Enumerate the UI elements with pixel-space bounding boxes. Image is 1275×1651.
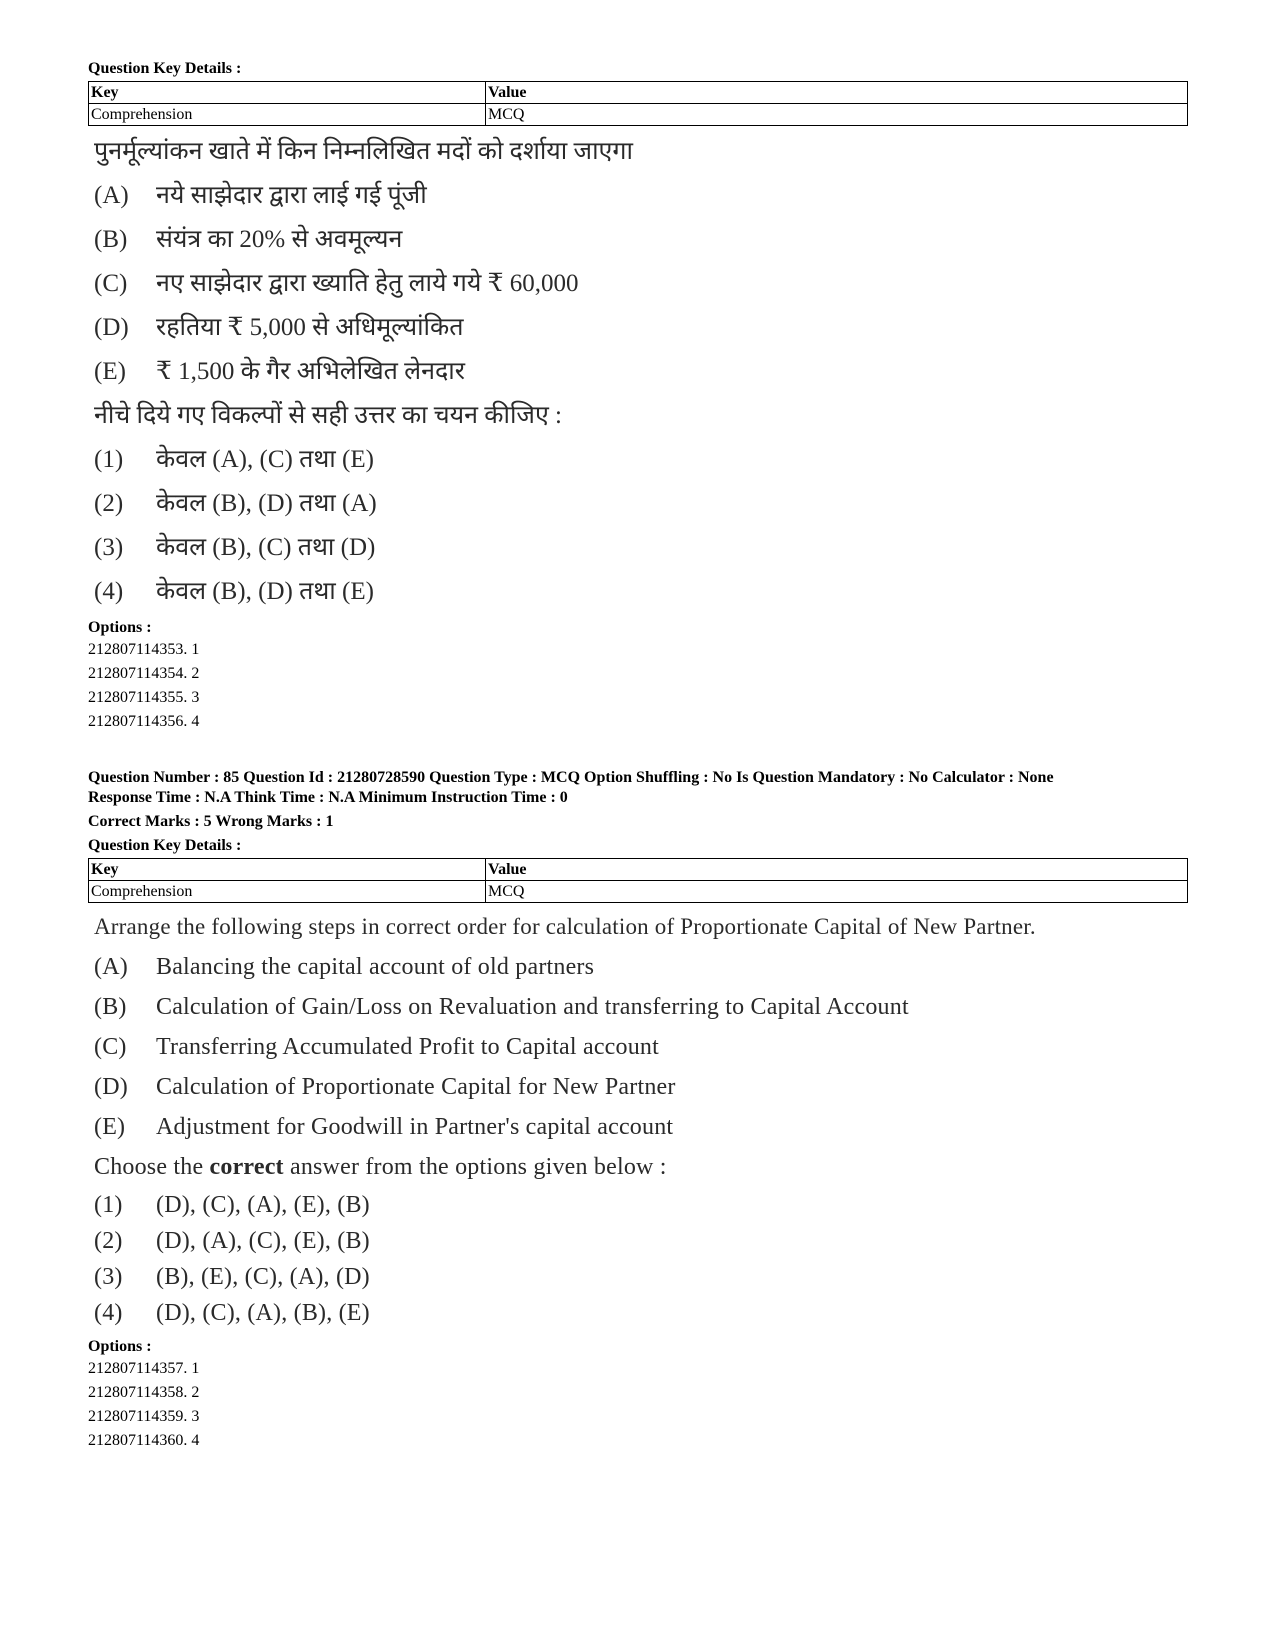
question-content-hindi xyxy=(94,130,1198,614)
answer-choice xyxy=(94,482,1198,526)
item-label: (D) xyxy=(94,1074,128,1100)
question-item xyxy=(94,1107,1198,1147)
question-item xyxy=(94,306,1198,350)
choice-text: (D), (C), (A), (E), (B) xyxy=(156,1192,370,1218)
options-list xyxy=(88,638,1198,734)
question-content-english xyxy=(94,907,1198,1331)
item-text: संयंत्र का 20% से अवमूल्यन xyxy=(156,226,403,253)
table-header-value: Value xyxy=(486,82,1188,104)
item-text: Calculation of Proportionate Capital for New Partner xyxy=(156,1074,676,1100)
option-id: 212807114358. 2 xyxy=(88,1384,200,1401)
item-text: Calculation of Gain/Loss on Revaluation and transferring to Capital Account xyxy=(156,994,909,1020)
question-stem: पुनर्मूल्यांकन खाते में किन निम्नलिखित मदों को दर्शाया जाएगा xyxy=(94,138,633,165)
table-cell-value: MCQ xyxy=(486,104,1188,126)
choice-label: (1) xyxy=(94,446,124,473)
table-cell-key: Comprehension xyxy=(89,881,486,903)
option-id: 212807114353. 1 xyxy=(88,641,200,658)
item-label: (A) xyxy=(94,954,128,980)
item-text: ₹ 1,500 के गैर अभिलेखित लेनदार xyxy=(156,358,465,385)
choice-label: (2) xyxy=(94,490,124,517)
option-id: 212807114359. 3 xyxy=(88,1408,200,1425)
table-header-key: Key xyxy=(89,859,486,881)
instruction-post: answer from the options given below : xyxy=(283,1154,667,1180)
item-text: नये साझेदार द्वारा लाई गई पूंजी xyxy=(156,182,427,209)
instruction-pre: Choose the xyxy=(94,1154,210,1180)
choice-text: (B), (E), (C), (A), (D) xyxy=(156,1264,370,1290)
answer-choice xyxy=(94,1223,1198,1259)
item-text: Balancing the capital account of old partners xyxy=(156,954,595,980)
table-cell-value: MCQ xyxy=(486,881,1188,903)
key-details-label: Question Key Details : xyxy=(88,60,242,77)
item-label: (E) xyxy=(94,1114,126,1140)
option-id: 212807114360. 4 xyxy=(88,1432,200,1449)
answer-choice xyxy=(94,438,1198,482)
question-item xyxy=(94,947,1198,987)
choice-label: (1) xyxy=(94,1192,123,1218)
choice-label: (2) xyxy=(94,1228,123,1254)
option-id: 212807114355. 3 xyxy=(88,689,200,706)
answer-choice xyxy=(94,526,1198,570)
table-cell-key: Comprehension xyxy=(89,104,486,126)
key-details-label: Question Key Details : xyxy=(88,837,242,854)
key-details-table xyxy=(88,858,1188,903)
item-label: (C) xyxy=(94,270,128,297)
option-id: 212807114354. 2 xyxy=(88,665,200,682)
choice-text: केवल (B), (C) तथा (D) xyxy=(156,534,376,561)
question-instruction xyxy=(94,1147,1198,1187)
question-item xyxy=(94,350,1198,394)
choice-text: केवल (B), (D) तथा (A) xyxy=(156,490,377,517)
question-item xyxy=(94,218,1198,262)
question-item xyxy=(94,262,1198,306)
question-meta-line1: Question Number : 85 Question Id : 21280728590 Question Type : MCQ Option Shuffling : No Is Question Mandatory : No Calculator : None xyxy=(88,769,1054,786)
choice-text: (D), (A), (C), (E), (B) xyxy=(156,1228,370,1254)
choice-text: (D), (C), (A), (B), (E) xyxy=(156,1300,370,1326)
table-row xyxy=(89,881,1188,903)
item-label: (E) xyxy=(94,358,126,385)
answer-choice xyxy=(94,570,1198,614)
item-label: (D) xyxy=(94,314,129,341)
question-meta-line2: Response Time : N.A Think Time : N.A Minimum Instruction Time : 0 xyxy=(88,789,568,806)
option-id: 212807114357. 1 xyxy=(88,1360,200,1377)
question-item xyxy=(94,1067,1198,1107)
item-label: (A) xyxy=(94,182,129,209)
question-item xyxy=(94,1027,1198,1067)
key-details-table xyxy=(88,81,1188,126)
item-text: Transferring Accumulated Profit to Capital account xyxy=(156,1034,659,1060)
table-header-row xyxy=(89,859,1188,881)
table-header-value: Value xyxy=(486,859,1188,881)
choice-text: केवल (B), (D) तथा (E) xyxy=(156,578,374,605)
answer-choice xyxy=(94,1187,1198,1223)
choice-label: (4) xyxy=(94,1300,123,1326)
choice-label: (3) xyxy=(94,534,124,561)
choice-text: केवल (A), (C) तथा (E) xyxy=(156,446,374,473)
answer-choice xyxy=(94,1295,1198,1331)
choice-label: (4) xyxy=(94,578,124,605)
item-label: (C) xyxy=(94,1034,127,1060)
table-header-row xyxy=(89,82,1188,104)
item-label: (B) xyxy=(94,226,128,253)
option-id: 212807114356. 4 xyxy=(88,713,200,730)
table-header-key: Key xyxy=(89,82,486,104)
table-row xyxy=(89,104,1188,126)
options-label: Options : xyxy=(88,619,152,636)
item-label: (B) xyxy=(94,994,127,1020)
document-page xyxy=(88,55,1198,1453)
question-item xyxy=(94,987,1198,1027)
marks-line: Correct Marks : 5 Wrong Marks : 1 xyxy=(88,813,334,830)
question-stem: Arrange the following steps in correct order for calculation of Proportionate Capital of New Partner. xyxy=(94,914,1036,939)
item-text: नए साझेदार द्वारा ख्याति हेतु लाये गये ₹ 60,000 xyxy=(156,270,579,297)
instruction-bold: correct xyxy=(209,1154,284,1180)
options-label: Options : xyxy=(88,1338,152,1355)
choice-label: (3) xyxy=(94,1264,123,1290)
question-instruction: नीचे दिये गए विकल्पों से सही उत्तर का चयन कीजिए : xyxy=(94,402,562,429)
answer-choice xyxy=(94,1259,1198,1295)
item-text: रहतिया ₹ 5,000 से अधिमूल्यांकित xyxy=(156,314,464,341)
options-list xyxy=(88,1357,1198,1453)
item-text: Adjustment for Goodwill in Partner's capital account xyxy=(156,1114,674,1140)
question-item xyxy=(94,174,1198,218)
